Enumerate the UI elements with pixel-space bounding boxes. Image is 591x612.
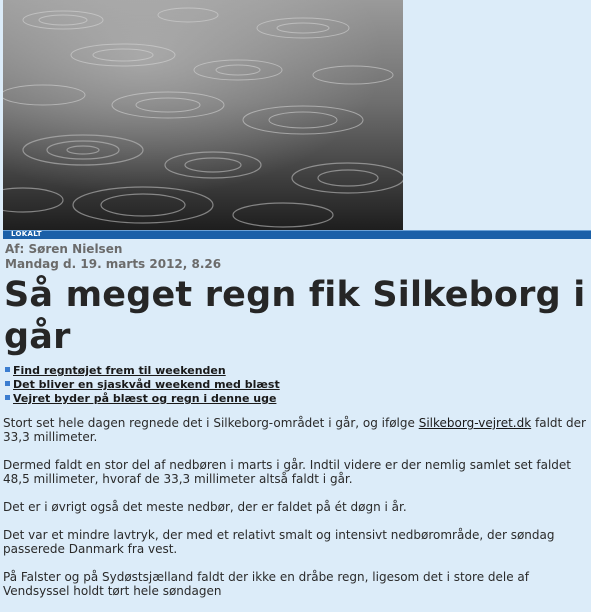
body-paragraph-5: På Falster og på Sydøstsjælland faldt der ikke en dråbe regn, ligesom det i store dele af Vendsyssel holdt tørt hele søndagen — [3, 570, 529, 598]
section-label: LOKALT — [11, 230, 42, 238]
article-byline — [5, 242, 221, 272]
article-body — [3, 416, 589, 612]
body-paragraph-1: Stort set hele dagen regnede det i Silkeborg-området i går, og ifølge Silkeborg-vejret.dk faldt der 33,3 millimeter. — [3, 416, 586, 444]
related-link-item — [5, 378, 280, 392]
body-paragraph-4: Det var et mindre lavtryk, der med et relativt smalt og intensivt nedbørområde, der søndag passerede Danmark fra vest. — [3, 528, 555, 556]
related-link-sjaskvaad-weekend[interactable]: Det bliver en sjaskvåd weekend med blæst — [13, 378, 280, 391]
section-bar — [3, 230, 591, 239]
silkeborg-vejret-link[interactable]: Silkeborg-vejret.dk — [418, 416, 532, 430]
square-bullet-icon — [5, 367, 10, 372]
square-bullet-icon — [5, 381, 10, 386]
related-link-blaest-og-regn[interactable]: Vejret byder på blæst og regn i denne uge — [13, 392, 277, 405]
body-paragraph-2: Dermed faldt en stor del af nedbøren i marts i går. Indtil videre er der nemlig samlet set faldet 48,5 millimeter, hvoraf de 33,3 millimeter altså faldt i går. — [3, 458, 572, 486]
article-date: Mandag d. 19. marts 2012, 8.26 — [5, 257, 222, 271]
related-link-item — [5, 364, 280, 378]
body-paragraph-3: Det er i øvrigt også det meste nedbør, der er faldet på ét døgn i år. — [3, 500, 407, 514]
article-photo-rain — [3, 0, 403, 230]
related-links-list — [5, 364, 280, 406]
square-bullet-icon — [5, 395, 10, 400]
article-author: Af: Søren Nielsen — [5, 242, 123, 256]
related-link-regntoej[interactable]: Find regntøjet frem til weekenden — [13, 364, 226, 377]
related-link-item — [5, 392, 280, 406]
article-headline: Så meget regn fik Silkeborg i går — [4, 275, 586, 357]
